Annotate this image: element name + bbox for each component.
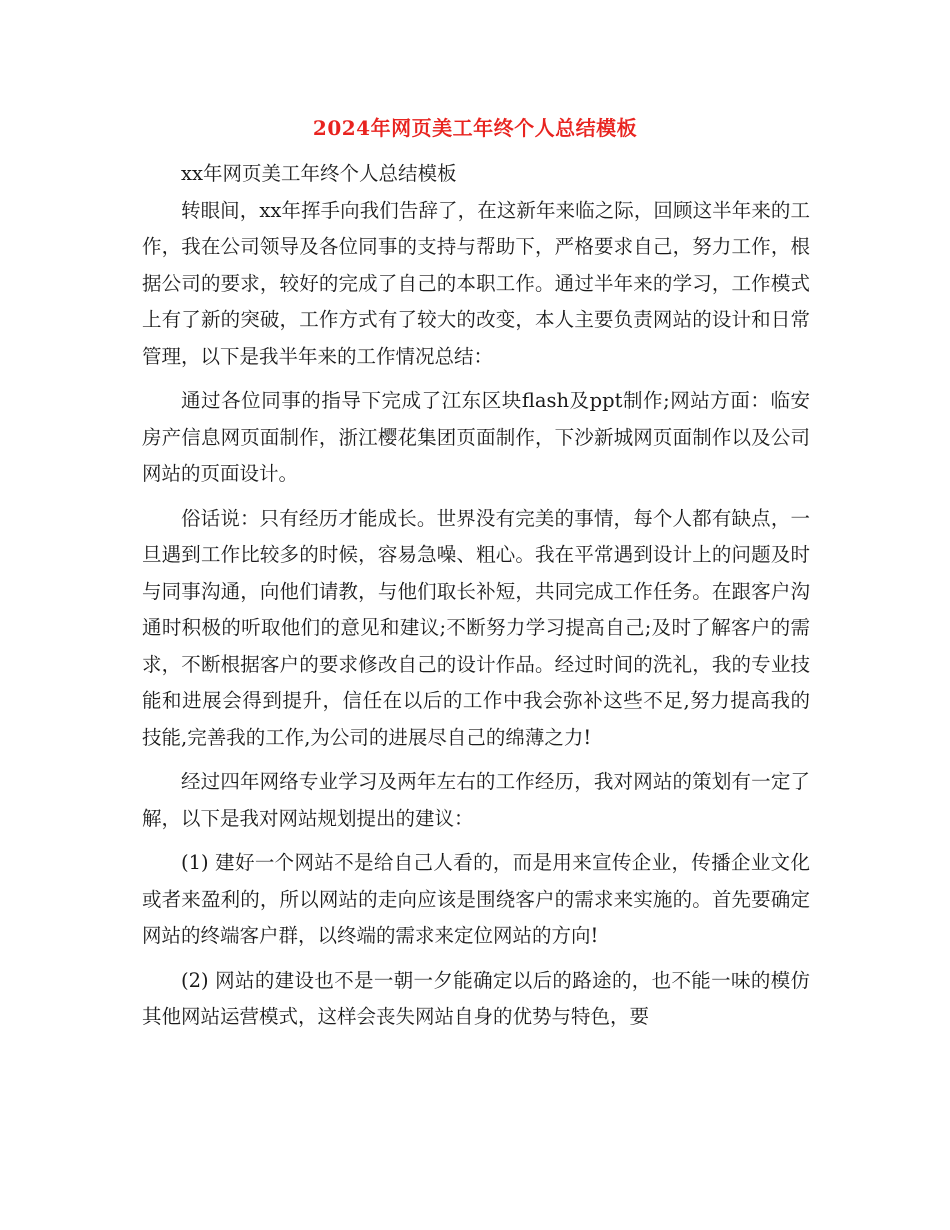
document-title: 2024年网页美工年终个人总结模板 (312, 116, 638, 140)
paragraph-suggestions-intro: 经过四年网络专业学习及两年左右的工作经历，我对网站的策划有一定了解，以下是我对网站规划提出的建议： (142, 770, 810, 830)
paragraph-intro: 转眼间，xx年挥手向我们告辞了，在这新年来临之际，回顾这半年来的工作，我在公司领导及各位同事的支持与帮助下，严格要求自己，努力工作，根据公司的要求，较好的完成了自己的本职工作。通过半年来的学习，工作模式上有了新的突破，工作方式有了较大的改变，本人主要负责网站的设计和日常管理，以下是我半年来的工作情况总结： (142, 198, 810, 368)
paragraph-suggestion-1: (1) 建好一个网站不是给自己人看的，而是用来宣传企业，传播企业文化或者来盈利的，所以网站的走向应该是围绕客户的需求来实施的。首先要确定网站的终端客户群，以终端的需求来定位网站的方向! (142, 851, 810, 947)
paragraph-work-done: 通过各位同事的指导下完成了江东区块flash及ppt制作;网站方面：临安房产信息网页面制作，浙江樱花集团页面制作，下沙新城网页面制作以及公司网站的页面设计。 (142, 389, 810, 485)
document-subtitle: xx年网页美工年终个人总结模板 (181, 162, 457, 185)
paragraph-suggestion-2: (2) 网站的建设也不是一朝一夕能确定以后的路途的，也不能一味的模仿其他网站运营模式，这样会丧失网站自身的优势与特色，要 (142, 968, 810, 1028)
document-body (142, 156, 810, 1044)
paragraph-self-review: 俗话说：只有经历才能成长。世界没有完美的事情，每个人都有缺点，一旦遇到工作比较多的时候，容易急噪、粗心。我在平常遇到设计上的问题及时与同事沟通，向他们请教，与他们取长补短，共同完成工作任务。在跟客户沟通时积极的听取他们的意见和建议;不断努力学习提高自己;及时了解客户的需求，不断根据客户的要求修改自己的设计作品。经过时间的洗礼，我的专业技能和进展会得到提升，信任在以后的工作中我会弥补这些不足,努力提高我的技能,完善我的工作,为公司的进展尽自己的绵薄之力! (142, 506, 810, 749)
